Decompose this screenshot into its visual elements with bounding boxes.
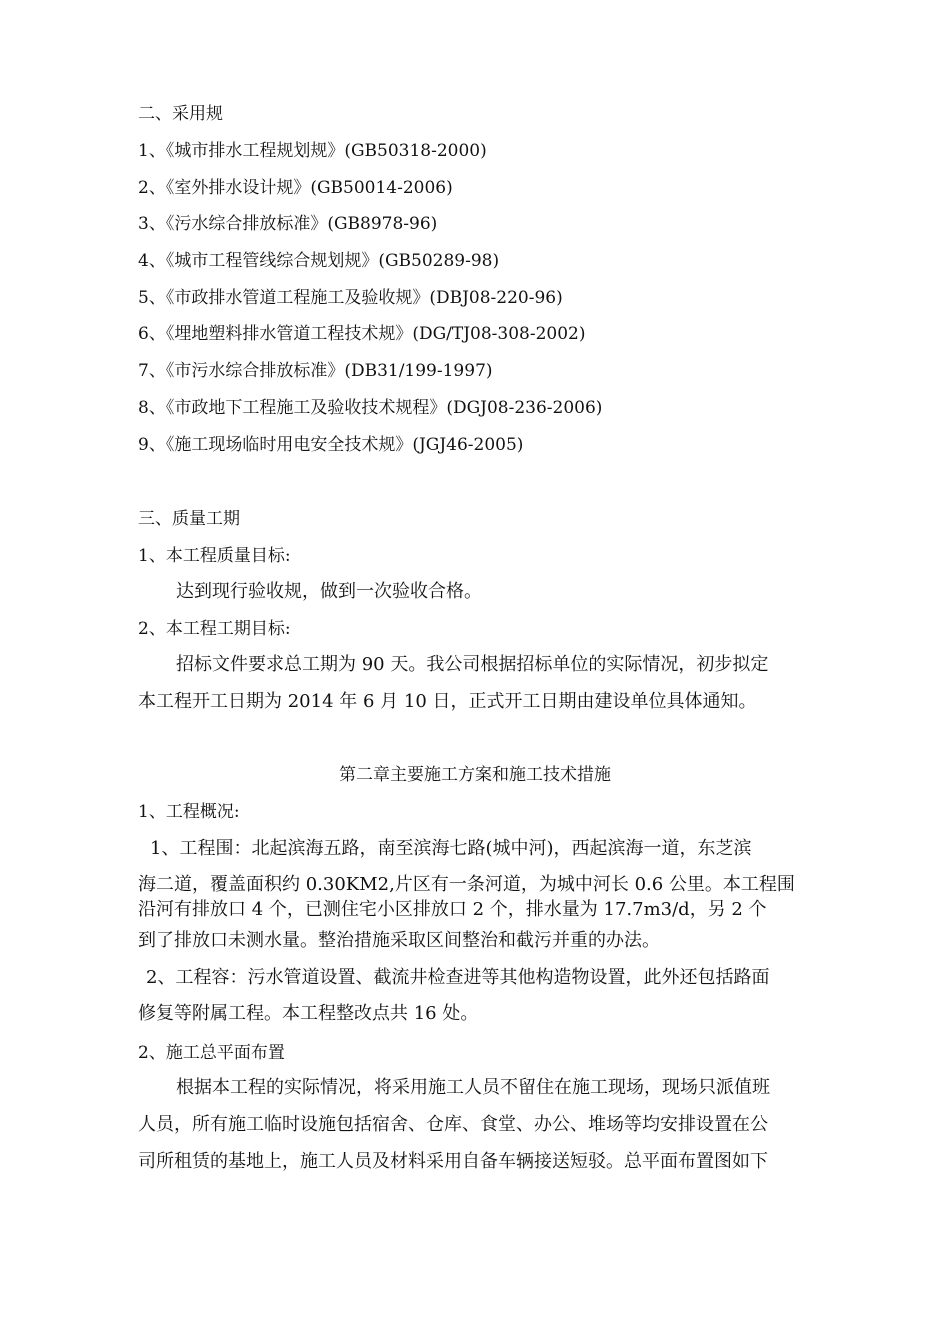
standard-item-2: 2、《室外排水设计规》(GB50014-2006) xyxy=(138,178,453,198)
quality-goal-label: 1、本工程质量目标: xyxy=(138,546,291,566)
section-2-heading: 二、采用规 xyxy=(138,104,223,124)
schedule-text-line-1: 招标文件要求总工期为 90 天。我公司根据招标单位的实际情况，初步拟定 xyxy=(176,654,769,675)
standard-item-5: 5、《市政排水管道工程施工及验收规》(DBJ08-220-96) xyxy=(138,288,563,308)
standard-item-7: 7、《市污水综合排放标准》(DB31/199-1997) xyxy=(138,361,493,381)
content-line-2: 修复等附属工程。本工程整改点共 16 处。 xyxy=(138,1003,479,1024)
chapter-2-title: 第二章主要施工方案和施工技术措施 xyxy=(339,765,611,785)
schedule-text-line-2: 本工程开工日期为 2014 年 6 月 10 日，正式开工日期由建设单位具体通知。 xyxy=(138,691,757,712)
scope-line-1: 1、工程围：北起滨海五路，南至滨海七路(城中河)，西起滨海一道，东芝滨 xyxy=(150,838,752,859)
standard-item-8: 8、《市政地下工程施工及验收技术规程》(DGJ08-236-2006) xyxy=(138,398,603,418)
standard-item-6: 6、《埋地塑料排水管道工程技术规》(DG/TJ08-308-2002) xyxy=(138,324,586,344)
standard-item-1: 1、《城市排水工程规划规》(GB50318-2000) xyxy=(138,141,487,161)
layout-label: 2、施工总平面布置 xyxy=(138,1043,285,1063)
scope-line-2: 海二道，覆盖面积约 0.30KM2,片区有一条河道，为城中河长 0.6 公里。本工程围 xyxy=(138,874,795,895)
quality-goal-text: 达到现行验收规，做到一次验收合格。 xyxy=(176,581,482,602)
scope-line-4: 到了排放口未测水量。整治措施采取区间整治和截污并重的办法。 xyxy=(138,930,660,951)
layout-line-3: 司所租赁的基地上，施工人员及材料采用自备车辆接送短驳。总平面布置图如下 xyxy=(138,1151,768,1172)
schedule-goal-label: 2、本工程工期目标: xyxy=(138,619,291,639)
standard-item-4: 4、《城市工程管线综合规划规》(GB50289-98) xyxy=(138,251,500,271)
content-line-1: 2、工程容：污水管道设置、截流井检查进等其他构造物设置，此外还包括路面 xyxy=(146,967,770,988)
scope-line-3: 沿河有排放口 4 个，已测住宅小区排放口 2 个，排水量为 17.7m3/d，另 2 个 xyxy=(138,899,767,920)
standard-item-3: 3、《污水综合排放标准》(GB8978-96) xyxy=(138,214,438,234)
layout-line-2: 人员，所有施工临时设施包括宿舍、仓库、食堂、办公、堆场等均安排设置在公 xyxy=(138,1114,768,1135)
standard-item-9: 9、《施工现场临时用电安全技术规》(JGJ46-2005) xyxy=(138,435,524,455)
overview-label: 1、工程概况: xyxy=(138,802,240,822)
section-3-heading: 三、质量工期 xyxy=(138,509,240,529)
layout-line-1: 根据本工程的实际情况，将采用施工人员不留住在施工现场，现场只派值班 xyxy=(176,1077,770,1098)
